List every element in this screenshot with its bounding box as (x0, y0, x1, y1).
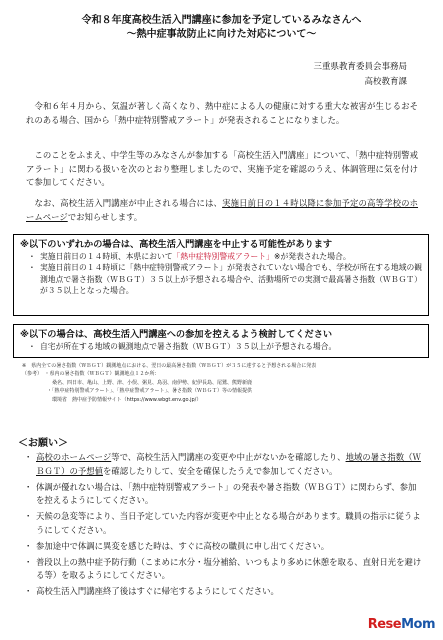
footnote-line: ・「熱中症特別警戒アラート」、「熱中症警戒アラート」、暑さ指数（ＷＢＧＴ）等の情報提供 (22, 388, 253, 395)
resemom-watermark-logo: ReseMom (367, 617, 435, 632)
intro-paragraph-3: なお、高校生活入門講座が中止される場合には、実施日前日の１４時以降に参加予定の高等学校のホームページでお知らせします。 (26, 198, 419, 222)
intro-paragraph-1: 令和６年４月から、気温が著しく高くなり、熱中症による人の健康に対する重大な被害が生じるおそれのある場合、国から「熱中症特別警戒アラート」が発表されることになりました。 (26, 101, 419, 125)
doc-title: 令和８年度高校生活入門講座に参加を予定しているみなさんへ (81, 15, 362, 26)
request-item: ・ 参加途中で体調に異変を感じた時は、すぐに高校の職員に申し出てください。 (24, 540, 330, 551)
request-item: ・ 高校生活入門講座終了後はすぐに帰宅するようにしてください。 (24, 586, 279, 597)
cancellation-item: ・ 実施日前日の１４時頃に「熱中症特別警戒アラート」が発表されていない場合でも、学校が所在する地域の観測地点で暑さ指数（ＷＢＧＴ）３５以上が予想される場合や、活動場所での実測で最高暑さ指数（ＷＢＧＴ）が３５以上となった場合。 (28, 263, 423, 296)
footnotes (22, 362, 422, 404)
notice-timing-underlined: 実施日前日の１４時以降に参加予定の高等学校のホームページ (26, 198, 419, 222)
refrain-heading: ※以下の場合は、高校生活入門講座への参加を控えるよう検討してください (20, 329, 333, 340)
refrain-conditions-box (13, 324, 429, 358)
cancellation-heading: ※以下のいずれかの場合は、高校生活入門講座を中止する可能性があります (20, 239, 333, 250)
requests-list (16, 451, 422, 601)
request-item: ・ 高校のホームページ等で、高校生活入門講座の変更や中止がないかを確認したり、地域の暑さ指数（ＷＢＧＴ）の予想値を確認したりして、安全を確保したうえで参加してください。 (24, 452, 421, 476)
refrain-item: ・ 自宅が所在する地域の観測地点で暑さ指数（ＷＢＧＴ）３５以上が予想される場合。 (28, 342, 337, 351)
requests-heading: ＜お願い＞ (18, 438, 68, 449)
issuer-division: 高校教育課 (364, 77, 407, 87)
issuer-org: 三重県教育委員会事務局 (313, 62, 407, 72)
cancellation-item: ・ 実施日前日の１４時頃、本県において「熱中症特別警戒アラート」※が発表された場合。 (28, 252, 351, 261)
footnote-line: 桑名、四日市、亀山、上野、津、小俣、粥見、鳥羽、南伊勢、紀伊長島、尾鷲、熊野新鹿 (22, 379, 253, 386)
footnote-line: （参考） ・県内の暑さ指数（ＷＢＧＴ）観測地点１２か所： (22, 371, 160, 378)
request-item: ・ 天候の急変等により、当日予定していた内容が変更や中止となる場合があります。職員の指示に従うようにしてください。 (24, 511, 421, 535)
request-item: ・ 体調が優れない場合は、「熱中症特別警戒アラート」の発表や暑さ指数（ＷＢＧＴ）に関わらず、参加を控えるようにしてください。 (24, 481, 417, 506)
cancellation-conditions-box (13, 234, 429, 316)
intro-paragraph-2: このことをふまえ、中学生等のみなさんが参加する「高校生活入門講座」について、「熱中症特別警戒アラート」に関わる扱いを次のとおり整理しましたので、実施予定を確認のうえ、体調管理に気を付けて参加してください。 (26, 150, 418, 188)
footnote-line: 環境省 熱中症予防情報サイト（https://www.wbgt.env.go.jp/） (22, 396, 202, 403)
request-item: ・ 普段以上の熱中症予防行動（こまめに水分・塩分補給、いつもより多めに休憩を取る、直射日光を避ける等）を取るようにしてください。 (24, 556, 422, 581)
doc-subtitle: ～熱中症事故防止に向けた対応について～ (126, 29, 317, 40)
footnote-line: ※ 県内全ての暑さ指数（ＷＢＧＴ）観測地点における、翌日の最高暑さ指数（ＷＢＧＴ）が３５に達すると予想される場合に発表 (22, 363, 317, 369)
